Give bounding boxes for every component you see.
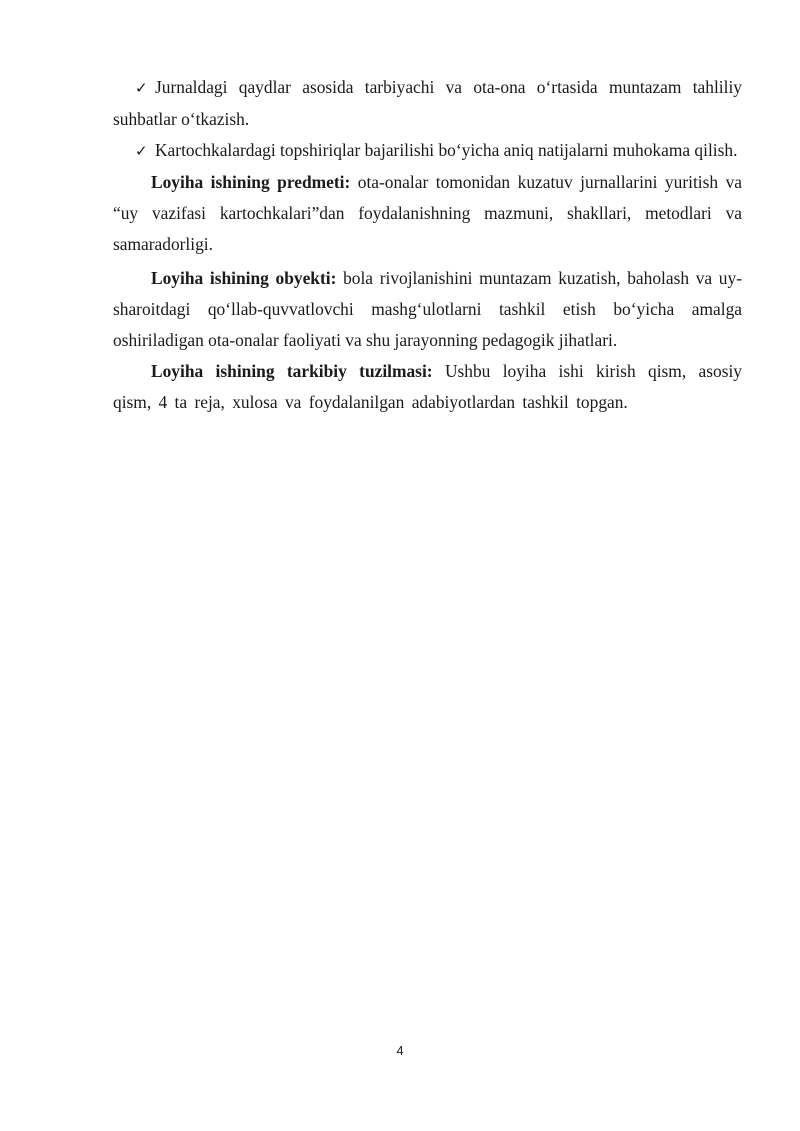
bullet-item [113, 72, 742, 135]
bullet-text: Kartochkalardagi topshiriqlar bajarilishi bo‘yicha aniq natijalarni muhokama qilish. [155, 140, 738, 160]
section-structure [113, 356, 742, 418]
section-term: Loyiha ishining obyekti: [151, 268, 337, 288]
section-object [113, 263, 742, 356]
page-body [113, 72, 742, 418]
section-text: Ushbu loyiha ishi kirish qism, asosiy qism, 4 ta reja, xulosa va foydalanilgan adabiyotlardan tashkil topgan. [113, 361, 743, 412]
section-term: Loyiha ishining predmeti: [151, 172, 351, 192]
section-text: bola rivojlanishini muntazam kuzatish, baholash va uy-sharoitdagi qo‘llab-quvvatlovchi mashg‘ulotlarni tashkil etish bo‘yicha amalga oshiriladigan ota-onalar faoliyati va shu jarayonning pedagogik jihatlari. [113, 268, 742, 350]
checkmark-icon: ✓ [135, 142, 148, 160]
bullet-text: Jurnaldagi qaydlar asosida tarbiyachi va ota-ona o‘rtasida muntazam tahliliy suhbatlar o‘tkazish. [113, 77, 742, 129]
section-text: ota-onalar tomonidan kuzatuv jurnallarini yuritish va “uy vazifasi kartochkalari”dan foydalanishning mazmuni, shakllari, metodlari va samaradorligi. [113, 172, 742, 254]
page-number: 4 [396, 1043, 404, 1058]
bullet-item [113, 135, 742, 167]
section-term: Loyiha ishining tarkibiy tuzilmasi: [151, 361, 433, 381]
section-subject [113, 167, 742, 260]
checkmark-icon: ✓ [135, 79, 148, 97]
